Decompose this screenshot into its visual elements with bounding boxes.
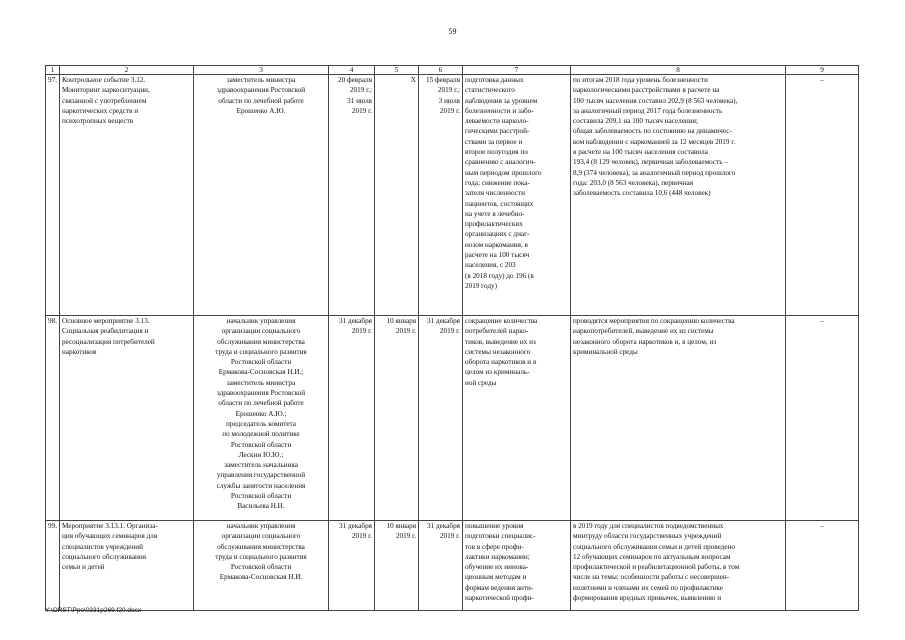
cell-line: 2019 г. xyxy=(439,327,460,336)
cell-line: общая заболеваемость по состоянию на динамичес- xyxy=(573,127,732,136)
cell-line: подготовки специалис- xyxy=(465,532,536,541)
cell-line: потребителей нарко- xyxy=(465,327,529,336)
margin-mark: - xyxy=(858,601,861,609)
cell-line: расчете на 100 тысяч xyxy=(465,251,530,260)
start-date-cell xyxy=(375,521,419,611)
cell-line: 31 июля xyxy=(347,96,372,105)
event-name-cell xyxy=(60,75,194,316)
cell-line: социального обслуживания семьи и детей проведено xyxy=(573,542,735,551)
cell-line: Ростовской области xyxy=(230,492,292,501)
cell-line: населения, с 203 xyxy=(465,261,516,270)
cell-line: статистического xyxy=(465,86,515,95)
cell-line: Ростовской области xyxy=(230,440,292,449)
cell-line: труда и социального развития xyxy=(215,552,307,561)
cell-line: обслуживания министерства xyxy=(217,542,305,551)
cell-line: 2019 г.; xyxy=(437,86,460,95)
cell-line: 12 обучающих семинаров по актуальным вопросам xyxy=(573,552,731,561)
cell-line: оборота наркотиков и в xyxy=(465,358,537,367)
column-header-1: 1 xyxy=(46,66,60,75)
cell-line: 8,9 (374 человека), за аналогичный период прошлого xyxy=(573,168,736,177)
cell-line: социального обслуживания xyxy=(62,552,147,561)
cell-line: Ерошенко А.Ю.; xyxy=(235,409,287,418)
responsible-cell xyxy=(194,75,329,316)
expected-result-cell xyxy=(463,521,571,611)
table-row xyxy=(46,316,859,521)
event-name-cell xyxy=(60,521,194,611)
cell-line: специалистов учреждений xyxy=(62,542,143,551)
cell-line: ционным методам и xyxy=(465,573,527,582)
cell-line: Ермакова-Сосновская Н.И.; xyxy=(218,368,304,377)
cell-line: Ермакова-Сосновская Н.И. xyxy=(219,573,303,582)
cell-line: повышение уровня xyxy=(465,522,524,530)
cell-line: 2019 г. xyxy=(439,532,460,541)
column-header-5: 5 xyxy=(375,66,419,75)
cell-line: пациентов, состоящих xyxy=(465,199,534,208)
expected-result-cell xyxy=(463,75,571,316)
plan-date-cell xyxy=(329,316,375,521)
cell-line: на учете в лечебно- xyxy=(465,209,525,218)
cell-line: 2019 г. xyxy=(351,327,372,336)
cell-line: формам ведения анти- xyxy=(465,583,534,592)
cell-line: Ростовской области xyxy=(230,563,292,572)
cell-line: здравоохранения Ростовской xyxy=(216,86,306,95)
cell-line: нозом наркомания, в xyxy=(465,240,528,249)
notes-cell: – xyxy=(786,521,859,611)
cell-line: Ерошенко А.Ю. xyxy=(236,106,286,115)
cell-line: ция обучающих семинаров для xyxy=(62,532,158,541)
cell-line: начальник управления xyxy=(226,522,296,530)
cell-line: Контрольное событие 3.12. xyxy=(62,76,146,84)
cell-line: Х xyxy=(410,76,416,84)
cell-line: года; снижение пока- xyxy=(465,178,530,187)
cell-line: 2019 г. xyxy=(351,106,372,115)
cell-line: 10 января xyxy=(386,317,416,325)
cell-line: 15 февраля xyxy=(426,76,460,84)
cell-line: связанной с употреблением xyxy=(62,96,147,105)
cell-line: сравнению с аналогич- xyxy=(465,158,536,167)
plan-date-cell xyxy=(329,521,375,611)
cell-line: Мероприятие 3.13.1. Организа- xyxy=(62,522,158,530)
cell-line: 3 июля xyxy=(438,96,460,105)
cell-line: наркопотребителей, выведение их из системы xyxy=(573,327,714,336)
column-header-4: 4 xyxy=(329,66,375,75)
column-header-6: 6 xyxy=(419,66,463,75)
row-number-cell: 97. xyxy=(46,75,60,316)
cell-line: криминальной среды xyxy=(573,347,638,356)
cell-line: психотропных веществ xyxy=(62,117,134,126)
responsible-cell xyxy=(194,316,329,521)
cell-line: по молодежной политике xyxy=(222,430,300,439)
cell-line: 31 декабря xyxy=(339,317,372,325)
cell-line: тов в сфере профи- xyxy=(465,542,524,551)
cell-line: гическими расстрой- xyxy=(465,127,530,136)
cell-line: 2019 г.; xyxy=(349,86,372,95)
cell-line: заместитель министра xyxy=(226,76,296,84)
cell-line: 2019 г. xyxy=(439,106,460,115)
cell-line: ным периодом прошлого xyxy=(465,168,542,177)
cell-line: 20 февраля xyxy=(338,76,372,84)
cell-line: заболеваемость составила 10,6 (448 человек) xyxy=(573,189,711,198)
cell-line: наркотической профи- xyxy=(465,594,534,603)
notes-cell: – xyxy=(786,75,859,316)
cell-line: профилактической и реабилитационной работы, в том xyxy=(573,563,740,572)
cell-line: 10 января xyxy=(386,522,416,530)
actual-date-cell xyxy=(419,75,463,316)
cell-line: области по лечебной работе xyxy=(218,399,304,408)
cell-line: профилактических xyxy=(465,220,523,229)
cell-line: незаконного оборота наркотиков и, в целом, из xyxy=(573,337,717,346)
actual-result-cell xyxy=(571,316,786,521)
cell-line: организации социального xyxy=(221,327,301,336)
cell-line: нолетними и членами их семей по профилактике xyxy=(573,583,723,592)
cell-line: по итогам 2018 года уровень болезненности xyxy=(573,76,708,84)
cell-line: Лескин Ю.Ю.; xyxy=(238,450,284,459)
cell-line: 31 декабря xyxy=(427,522,460,530)
plan-date-cell xyxy=(329,75,375,316)
column-header-2: 2 xyxy=(60,66,194,75)
cell-line: Мониторинг наркоситуации, xyxy=(62,86,150,95)
cell-line: обслуживания министерства xyxy=(217,337,305,346)
cell-line: формирования вредных привычек, выявлению и xyxy=(573,594,722,603)
table-row xyxy=(46,521,859,611)
actual-date-cell xyxy=(419,316,463,521)
column-header-9: 9 xyxy=(786,66,859,75)
cell-line: 2019 году) xyxy=(465,281,497,290)
cell-line: 2019 г. xyxy=(351,532,372,541)
column-header-7: 7 xyxy=(463,66,571,75)
cell-line: 100 тысяч населения составил 202,9 (8 563 человека), xyxy=(573,96,738,105)
cell-line: заместитель начальника xyxy=(224,461,298,470)
cell-line: системы незаконного xyxy=(465,347,531,356)
cell-line: целом из криминаль- xyxy=(465,368,530,377)
cell-line: в 2019 году для специалистов подведомственных xyxy=(573,522,724,530)
row-number-cell: 98. xyxy=(46,316,60,521)
file-path-footer: Y:\ORST\Ppo\0331p269.f20.docx xyxy=(45,607,142,614)
expected-result-cell xyxy=(463,316,571,521)
row-number-cell: 99. xyxy=(46,521,60,611)
cell-line: заместитель министра xyxy=(226,378,296,387)
cell-line: ком наблюдении с наркоманией за 12 месяцев 2019 г. xyxy=(573,137,736,146)
cell-line: председатель комитета xyxy=(226,419,296,428)
cell-line: ресоциализация потребителей xyxy=(62,337,155,346)
cell-line: труда и социального развития xyxy=(215,347,307,356)
cell-line: года: 203,0 (8 563 человека), первичная xyxy=(573,178,694,187)
cell-line: наркотиков xyxy=(62,347,97,356)
start-date-cell xyxy=(375,316,419,521)
cell-line: составила 209,1 на 100 тысяч населения; xyxy=(573,117,698,126)
cell-line: 193,4 (8 129 человек), первичная заболеваемость – xyxy=(573,158,728,167)
cell-line: 31 декабря xyxy=(339,522,372,530)
actual-date-cell xyxy=(419,521,463,611)
cell-line: семьи и детей xyxy=(62,563,105,572)
cell-line: болезненности и забо- xyxy=(465,106,534,115)
cell-line: 2019 г. xyxy=(395,327,416,336)
cell-line: 31 декабря xyxy=(427,317,460,325)
cell-line: организациях с диаг- xyxy=(465,230,530,239)
cell-line: (в 2018 году) до 196 (в xyxy=(465,271,534,280)
cell-line: лактики наркомании; xyxy=(465,552,530,561)
cell-line: наблюдения за уровнем xyxy=(465,96,538,105)
cell-line: в расчете на 100 тысяч населения составила xyxy=(573,148,708,157)
table-row xyxy=(46,75,859,316)
cell-line: Васильева Н.Н. xyxy=(237,502,285,511)
notes-cell: – xyxy=(786,316,859,521)
cell-line: управления государственной xyxy=(216,471,306,480)
actual-result-cell xyxy=(571,521,786,611)
cell-line: наркологическими расстройствами в расчете на xyxy=(573,86,720,95)
cell-line: Основное мероприятие 3.13. xyxy=(62,317,150,325)
cell-line: сокращение количества xyxy=(465,317,538,325)
cell-line: 2019 г. xyxy=(395,532,416,541)
cell-line: области по лечебной работе xyxy=(218,96,304,105)
cell-line: здравоохранения Ростовской xyxy=(216,389,306,398)
actual-result-cell xyxy=(571,75,786,316)
event-name-cell xyxy=(60,316,194,521)
cell-line: обучение их иннова- xyxy=(465,563,529,572)
cell-line: ной среды xyxy=(465,378,497,387)
column-number-header-row xyxy=(46,66,859,75)
cell-line: зателя численности xyxy=(465,189,525,198)
cell-line: начальник управления xyxy=(226,317,296,325)
cell-line: леваемости нарколо- xyxy=(465,117,529,126)
report-table xyxy=(45,65,859,611)
column-header-3: 3 xyxy=(194,66,329,75)
cell-line: проводятся мероприятия по сокращению количества xyxy=(573,317,735,325)
page-number: 59 xyxy=(448,27,457,36)
cell-line: за аналогичный период 2017 года болезненность xyxy=(573,106,723,115)
cell-line: наркотических средств и xyxy=(62,106,139,115)
cell-line: ствами за первое и xyxy=(465,137,523,146)
cell-line: числе на темы: особенности работы с несовершен- xyxy=(573,573,730,582)
cell-line: службы занятости населения xyxy=(216,481,306,490)
cell-line: второе полугодия по xyxy=(465,148,528,157)
cell-line: Социальная реабилитация и xyxy=(62,327,149,336)
cell-line: Ростовской области xyxy=(230,358,292,367)
responsible-cell xyxy=(194,521,329,611)
start-date-cell xyxy=(375,75,419,316)
cell-line: подготовка данных xyxy=(465,76,524,84)
cell-line: тиков, выведение их из xyxy=(465,337,536,346)
column-header-8: 8 xyxy=(571,66,786,75)
cell-line: минтруду области государственных учреждений xyxy=(573,532,722,541)
cell-line: организации социального xyxy=(221,532,301,541)
